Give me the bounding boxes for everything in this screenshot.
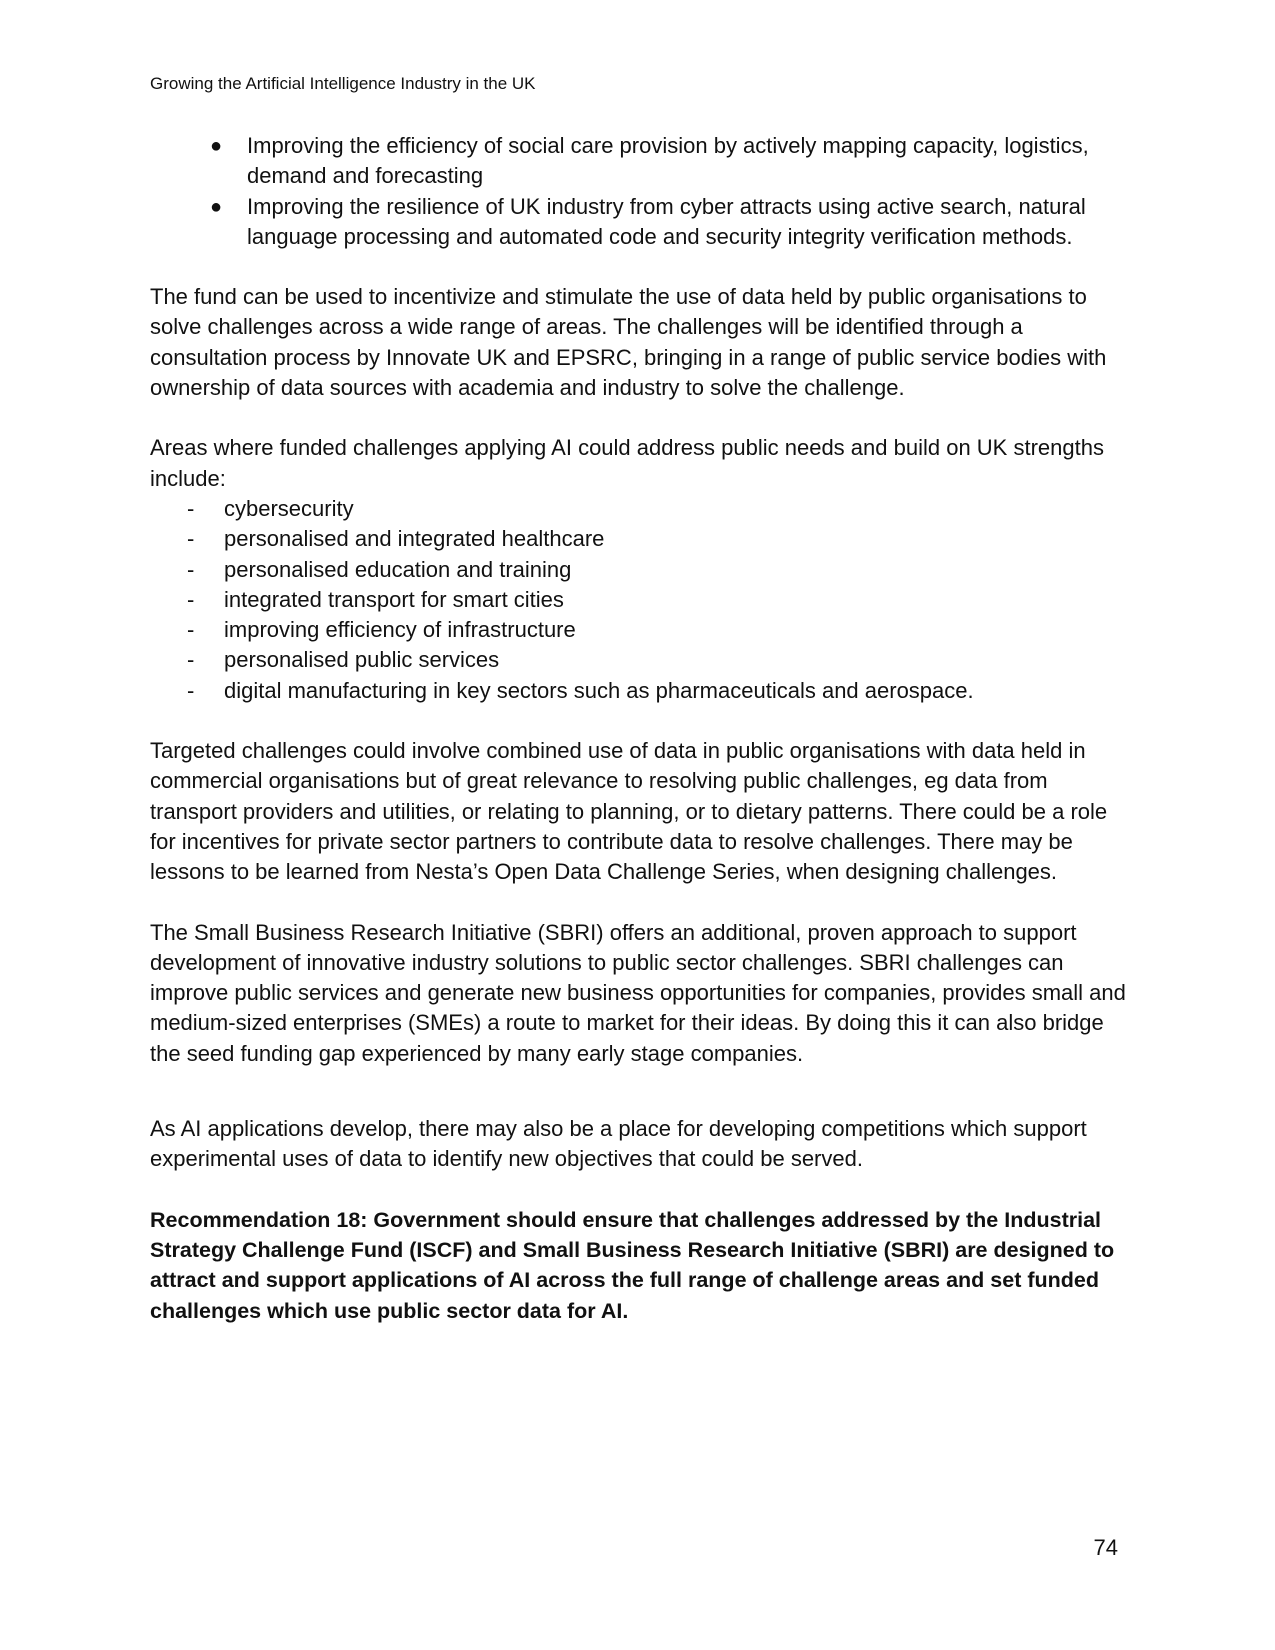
paragraph-fund: The fund can be used to incentivize and stimulate the use of data held by public organisations to solve challenges across a wide range of areas. The challenges will be identified through a consultation process by Innovate UK and EPSRC, bringing in a range of public service bodies with ownership of data sources with academia and industry to solve the challenge. — [150, 284, 1107, 401]
page-body — [150, 131, 1135, 1326]
bullet-item: ● Improving the resilience of UK industry from cyber attracts using active search, natural language processing and automated code and security integrity verification methods. — [150, 192, 1135, 253]
page-number: 74 — [1093, 1535, 1118, 1560]
paragraph-sbri: The Small Business Research Initiative (SBRI) offers an additional, proven approach to support development of innovative industry solutions to public sector challenges. SBRI challenges can improve public services and generate new business opportunities for companies, provides small and medium-sized enterprises (SMEs) a route to market for their ideas. By doing this it can also bridge the seed funding gap experienced by many early stage companies. — [150, 919, 1126, 1066]
list-item: - cybersecurity — [150, 494, 1135, 524]
recommendation-text: Recommendation 18: Government should ensure that challenges addressed by the Industrial Strategy Challenge Fund (ISCF) and Small Business Research Initiative (SBRI) are designed to attract and support applications of AI across the full range of challenge areas and set funded challenges which use public sector data for AI. — [150, 1207, 1115, 1323]
list-item: - improving efficiency of infrastructure — [150, 615, 1135, 645]
list-item: - personalised and integrated healthcare — [150, 524, 1135, 554]
list-item: - digital manufacturing in key sectors such as pharmaceuticals and aerospace. — [150, 676, 1135, 706]
paragraph-competitions: As AI applications develop, there may also be a place for developing competitions which support experimental uses of data to identify new objectives that could be served. — [150, 1116, 1087, 1172]
list-item: - personalised public services — [150, 645, 1135, 675]
paragraph-areas-intro: Areas where funded challenges applying AI could address public needs and build on UK strengths include: — [150, 435, 1104, 491]
areas-list — [150, 494, 1135, 706]
list-item: - personalised education and training — [150, 555, 1135, 585]
bullet-list — [150, 131, 1135, 252]
list-item: - integrated transport for smart cities — [150, 585, 1135, 615]
running-header: Growing the Artificial Intelligence Industry in the UK — [150, 74, 536, 93]
paragraph-targeted: Targeted challenges could involve combined use of data in public organisations with data held in commercial organisations but of great relevance to resolving public challenges, eg data from transport providers and utilities, or relating to planning, or to dietary patterns. There could be a role for incentives for private sector partners to contribute data to resolve challenges. There may be lessons to be learned from Nesta’s Open Data Challenge Series, when designing challenges. — [150, 738, 1108, 885]
bullet-item: ● Improving the efficiency of social care provision by actively mapping capacity, logistics, demand and forecasting — [150, 131, 1135, 192]
